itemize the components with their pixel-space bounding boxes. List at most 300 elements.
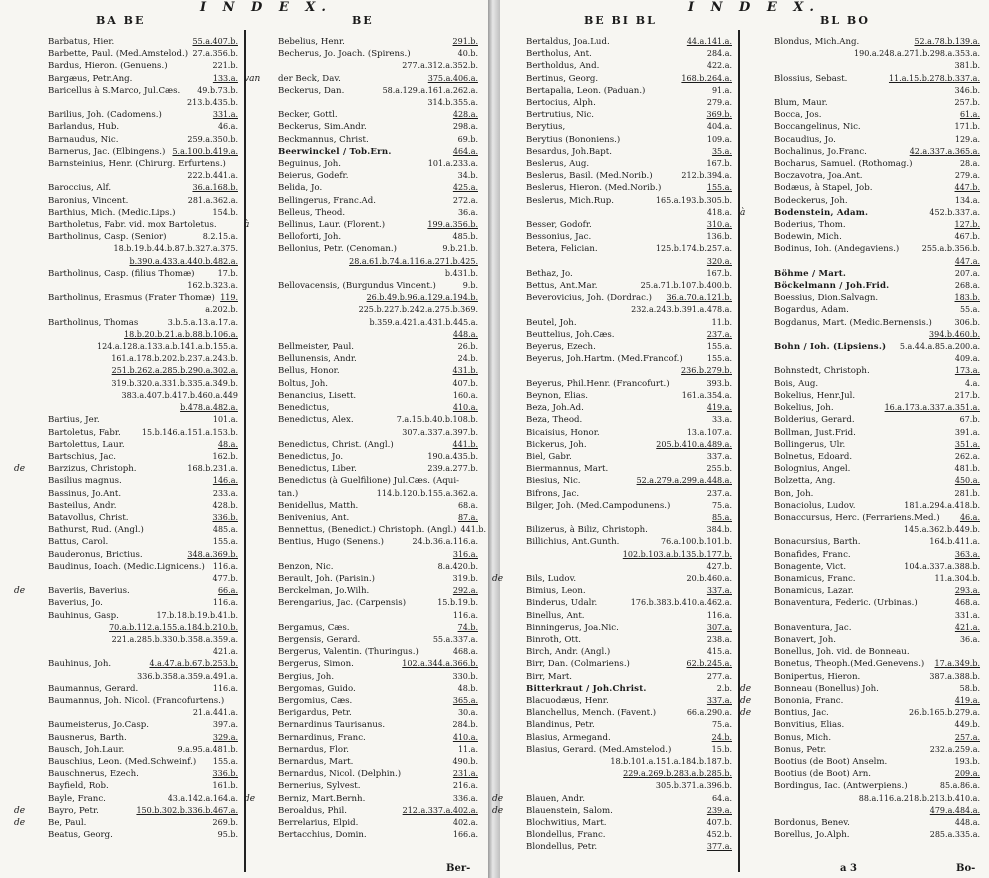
- entry-references: 9.b.21.b.: [442, 244, 478, 254]
- entry-references: 281.b.: [954, 488, 980, 498]
- index-entry: [526, 427, 732, 439]
- entry-name: Barbatus, Hier.: [48, 37, 115, 47]
- entry-name: Biermannus, Mart.: [526, 464, 609, 475]
- column-header: BE BI BL: [584, 14, 657, 27]
- index-entry: [278, 329, 478, 341]
- index-entry: [48, 97, 238, 109]
- entry-name: Belida, Jo.: [278, 183, 323, 194]
- index-entry: [48, 427, 238, 439]
- index-entry: [774, 573, 980, 585]
- index-entry: [526, 463, 732, 475]
- index-entry: [774, 463, 980, 475]
- index-entry: [48, 756, 238, 768]
- index-entry: [244, 73, 478, 85]
- index-entry: [48, 536, 238, 548]
- index-entry: [48, 695, 238, 707]
- index-entry: [774, 805, 980, 817]
- entry-name: Bonavert, Joh.: [774, 634, 836, 645]
- entry-references: 35.a.: [711, 146, 732, 156]
- entry-name: Barnaudus, Nic.: [48, 134, 119, 145]
- index-entry: [774, 622, 980, 634]
- index-entry: [278, 402, 478, 414]
- index-entry: [774, 317, 980, 329]
- entry-name: Bartoletus, Fabr.: [48, 427, 121, 438]
- index-entry: [774, 170, 980, 182]
- index-entry: [774, 109, 980, 121]
- entry-references: 18.b.19.b.44.b.87.b.327.a.375.: [113, 244, 238, 254]
- entry-references: 101.a.233.a.: [427, 159, 478, 169]
- entry-references: 58.a.129.a.161.a.262.a.: [382, 85, 478, 95]
- entry-references: 161.b.: [212, 781, 238, 791]
- index-entry: [48, 683, 238, 695]
- index-entry: [48, 439, 238, 451]
- entry-name: Berytius,: [526, 122, 566, 133]
- entry-name: Benedictus, Alex.: [278, 415, 354, 426]
- index-entry: [278, 195, 478, 207]
- index-entry: [278, 512, 478, 524]
- index-entry: [526, 695, 732, 707]
- entry-name: Bils, Ludov.: [526, 573, 577, 584]
- entry-name: Bocharus, Samuel. (Rothomag.): [774, 159, 913, 170]
- entry-references: 26.b.49.b.96.a.129.a.194.b.: [366, 293, 478, 303]
- index-entry: [526, 48, 732, 60]
- index-entry: [774, 402, 980, 414]
- entry-references: 91.a.: [711, 85, 732, 95]
- entry-references: 316.a.: [452, 549, 478, 559]
- entry-references: 259.a.350.b.: [187, 134, 238, 144]
- entry-name: Beckmannus, Christ.: [278, 134, 369, 145]
- entry-name: Blasius, Gerard. (Med.Amstelod.): [526, 744, 672, 755]
- index-entry: [278, 610, 478, 622]
- entry-references: b.478.a.482.a.: [180, 403, 238, 413]
- index-entry: [278, 475, 478, 487]
- index-entry: [48, 268, 238, 280]
- entry-references: 279.a.: [954, 171, 980, 181]
- index-entry: [774, 597, 980, 609]
- entry-references: 61.a.: [959, 110, 980, 120]
- index-entry: [278, 365, 478, 377]
- entry-name: Berigardus, Petr.: [278, 708, 352, 719]
- entry-name: Barnerus, Jac. (Elbingens.): [48, 146, 166, 157]
- index-entry: [774, 146, 980, 158]
- entry-references: a.202.b.: [205, 305, 238, 315]
- entry-references: 310.a.: [706, 220, 732, 230]
- index-entry: [48, 793, 238, 805]
- index-column: [492, 36, 732, 872]
- index-entry: [526, 353, 732, 365]
- entry-name: Bartholinus, Casp. (filius Thomæ): [48, 268, 195, 279]
- index-entry: [278, 390, 478, 402]
- index-entry: [526, 402, 732, 414]
- entry-references: 428.a.: [452, 110, 478, 120]
- entry-references: 18.b.101.a.151.a.184.b.187.b.: [610, 756, 732, 766]
- entry-references: 162.b.: [212, 451, 238, 461]
- entry-references: 161.a.178.b.202.b.237.a.243.b.: [111, 354, 238, 364]
- name-particle: de: [740, 695, 752, 706]
- entry-name: Baumannus, Gerard.: [48, 683, 139, 694]
- index-entry: [278, 549, 478, 561]
- entry-name: Bilger, Joh. (Med.Campodunens.): [526, 500, 671, 511]
- entry-name: Bolzetta, Ang.: [774, 476, 836, 487]
- entry-references: 447.b.: [954, 183, 980, 193]
- entry-name: Blanchellus, Mench. (Favent.): [526, 708, 657, 719]
- index-entry: [526, 207, 732, 219]
- index-entry: [48, 329, 238, 341]
- entry-references: 238.a.: [706, 634, 732, 644]
- entry-references: 181.a.294.a.418.b.: [904, 500, 980, 510]
- entry-name: Beslerus, Mich.Rup.: [526, 195, 615, 206]
- entry-references: 55.a.: [959, 305, 980, 315]
- index-entry: [278, 85, 478, 97]
- entry-references: 3.b.5.a.13.a.17.a.: [167, 317, 238, 327]
- entry-references: 447.a.: [954, 256, 980, 266]
- index-entry: [278, 622, 478, 634]
- index-entry: [48, 561, 238, 573]
- entry-references: 485.b.: [452, 232, 478, 242]
- entry-name: Bernerius, Sylvest.: [278, 781, 361, 792]
- entry-name: Bergerus, Valentin. (Thuringus.): [278, 647, 419, 658]
- entry-name: Bodenstein, Adam.: [774, 207, 869, 218]
- index-entry: [48, 292, 238, 304]
- entry-name: Bonneau (Bonellus) Joh.: [774, 683, 879, 694]
- index-entry: [774, 134, 980, 146]
- index-entry: [278, 256, 478, 268]
- entry-references: 16.a.173.a.337.a.351.a.: [884, 403, 980, 413]
- entry-name: Beerwinckel / Tob.Ern.: [278, 146, 392, 157]
- entry-references: 292.a.: [452, 586, 478, 596]
- entry-references: 168.b.231.a.: [187, 464, 238, 474]
- index-entry: [526, 707, 732, 719]
- entry-references: 268.a.: [954, 281, 980, 291]
- index-entry: [774, 268, 980, 280]
- entry-references: 431.b.: [452, 366, 478, 376]
- entry-references: 9.b.: [462, 281, 478, 291]
- entry-name: Basilius magnus.: [48, 476, 122, 487]
- entry-name: Bergomas, Guido.: [278, 683, 356, 694]
- entry-name: Bollman, Just.Frid.: [774, 427, 856, 438]
- index-entry: [48, 597, 238, 609]
- entry-references: 221.b.: [212, 61, 238, 71]
- index-entry: [278, 341, 478, 353]
- entry-name: Beyerus, Phil.Henr. (Francofurt.): [526, 378, 670, 389]
- column-divider: [244, 30, 246, 872]
- index-entry: [48, 549, 238, 561]
- entry-name: Beckerus, Dan.: [278, 85, 345, 96]
- entry-references: 129.a.: [954, 134, 980, 144]
- index-entry: [774, 658, 980, 670]
- entry-references: 58.b.: [959, 683, 980, 693]
- entry-references: 306.b.: [954, 317, 980, 327]
- entry-name: Bayle, Franc.: [48, 793, 106, 804]
- index-entry: [278, 170, 478, 182]
- entry-references: 75.a.: [711, 500, 732, 510]
- entry-name: Bergius, Joh.: [278, 671, 335, 682]
- entry-name: Bordonus, Benev.: [774, 818, 850, 828]
- index-entry: [244, 793, 478, 805]
- index-entry: [278, 97, 478, 109]
- index-entry: [278, 182, 478, 194]
- entry-name: Bononia, Franc.: [774, 695, 844, 706]
- entry-name: Bentius, Hugo (Senens.): [278, 537, 384, 548]
- index-entry: [526, 280, 732, 292]
- index-entry: [278, 817, 478, 829]
- index-entry: [48, 134, 238, 146]
- entry-references: 397.a.: [212, 720, 238, 730]
- entry-references: 336.b.: [212, 512, 238, 522]
- entry-references: 213.b.435.b.: [187, 98, 238, 108]
- index-entry: [526, 780, 732, 792]
- entry-name: Blossius, Sebast.: [774, 73, 848, 84]
- entry-references: 237.a.: [706, 488, 732, 498]
- entry-references: 381.b.: [954, 61, 980, 71]
- index-entry: [526, 768, 732, 780]
- name-particle: van: [244, 73, 261, 84]
- entry-references: 212.b.394.a.: [681, 171, 732, 181]
- index-entry: [774, 585, 980, 597]
- index-entry: [14, 585, 238, 597]
- name-particle: à: [740, 207, 746, 218]
- entry-references: 11.a.: [457, 744, 478, 754]
- index-entry: [278, 500, 478, 512]
- entry-name: Becherus, Jo. Joach. (Spirens.): [278, 49, 411, 60]
- index-entry: [526, 622, 732, 634]
- index-entry: [48, 317, 238, 329]
- entry-references: 66.a.290.a.: [686, 708, 732, 718]
- index-entry: [48, 488, 238, 500]
- entry-name: Baronius, Vincent.: [48, 195, 129, 206]
- signature-mark: a 3: [840, 863, 857, 874]
- index-entry: [774, 646, 980, 658]
- entry-references: 193.b.: [954, 756, 980, 766]
- entry-references: 76.a.100.b.101.b.: [661, 537, 732, 547]
- index-entry: [774, 756, 980, 768]
- entry-references: 116.a.: [212, 683, 238, 693]
- entry-name: Bon, Joh.: [774, 488, 814, 499]
- entry-name: Bonamicus, Franc.: [774, 573, 856, 584]
- index-entry: [48, 36, 238, 48]
- name-particle: de: [14, 818, 26, 828]
- entry-references: b.431.b.: [444, 268, 478, 278]
- index-entry: [774, 475, 980, 487]
- entry-references: 262.a.: [954, 451, 980, 461]
- index-entry: [526, 512, 732, 524]
- entry-name: Bodeckerus, Joh.: [774, 195, 848, 206]
- index-entry: [278, 317, 478, 329]
- index-entry: [14, 805, 238, 817]
- entry-references: 162.b.323.a.: [187, 281, 238, 291]
- entry-name: Bocca, Jos.: [774, 110, 822, 121]
- entry-references: 24.b.36.a.116.a.: [412, 537, 478, 547]
- index-entry: [774, 561, 980, 573]
- entry-references: 394.b.460.b.: [929, 329, 980, 339]
- entry-name: Bellunensis, Andr.: [278, 354, 357, 365]
- entry-name: Boessius, Dion.Salvagn.: [774, 293, 879, 304]
- entry-references: 136.b.: [706, 232, 732, 242]
- entry-references: 319.b.: [452, 573, 478, 583]
- name-particle: de: [14, 464, 26, 475]
- name-particle: de: [740, 708, 752, 719]
- entry-name: Bassinus, Jo.Ant.: [48, 488, 122, 499]
- index-entry: [278, 646, 478, 658]
- name-particle: de: [492, 805, 504, 816]
- entry-name: Borellus, Jo.Alph.: [774, 830, 850, 841]
- entry-name: Berckelman, Jo.Wilh.: [278, 586, 370, 597]
- index-entry: [278, 268, 478, 280]
- entry-name: Bauschius, Leon. (Med.Schweinf.): [48, 756, 197, 767]
- entry-name: Bonaventura, Federic. (Urbinas.): [774, 598, 918, 609]
- index-entry: [48, 512, 238, 524]
- index-entry: [526, 146, 732, 158]
- entry-references: 421.a.: [212, 647, 238, 657]
- entry-name: Bauderonus, Brictius.: [48, 549, 143, 560]
- entry-references: 28.a.61.b.74.a.116.a.271.b.425.: [349, 256, 478, 266]
- name-particle: de: [492, 573, 504, 584]
- entry-references: 337.a.: [706, 586, 732, 596]
- entry-references: 11.b.: [711, 317, 732, 327]
- index-entry: [526, 219, 732, 231]
- entry-references: 24.b.: [457, 354, 478, 364]
- entry-name: Bootius (de Boot) Anselm.: [774, 756, 888, 767]
- index-entry: [526, 85, 732, 97]
- entry-references: 88.a.116.a.218.b.213.b.410.a.: [858, 793, 980, 803]
- index-entry: [774, 524, 980, 536]
- index-entry: [48, 365, 238, 377]
- entry-references: 55.a.337.a.: [432, 634, 478, 644]
- index-entry: [48, 524, 238, 536]
- entry-name: Bellingerus, Franc.Ad.: [278, 195, 376, 206]
- entry-references: 52.a.78.b.139.a.: [914, 37, 980, 46]
- index-entry: [526, 36, 732, 48]
- entry-references: 409.a.: [954, 354, 980, 364]
- entry-references: 427.b.: [706, 561, 732, 571]
- entry-name: Bonafides, Franc.: [774, 549, 851, 560]
- entry-name: Becker, Gottl.: [278, 110, 338, 121]
- entry-name: Binellus, Ant.: [526, 610, 585, 621]
- entry-references: 336.b.: [212, 769, 238, 779]
- entry-references: 410.a.: [452, 732, 478, 742]
- entry-name: Bausnerus, Barth.: [48, 732, 127, 743]
- entry-name: Bocaudius, Jo.: [774, 134, 836, 145]
- index-entry: [278, 243, 478, 255]
- entry-name: Blondellus, Petr.: [526, 842, 598, 853]
- index-entry: [48, 304, 238, 316]
- index-entry: [48, 60, 238, 72]
- entry-name: Bartholinus, Erasmus (Frater Thomæ): [48, 293, 215, 304]
- entry-references: 217.b.: [954, 390, 980, 400]
- index-entry: [774, 378, 980, 390]
- index-entry: [278, 60, 478, 72]
- entry-references: 8.2.15.a.: [202, 232, 238, 242]
- index-entry: [774, 195, 980, 207]
- entry-name: Bimius, Leon.: [526, 586, 586, 597]
- index-entry: [278, 597, 478, 609]
- entry-name: Blondus, Mich.Ang.: [774, 37, 860, 47]
- index-entry: [526, 134, 732, 146]
- index-entry: [740, 683, 980, 695]
- entry-references: 119.: [220, 293, 238, 303]
- index-entry: [526, 658, 732, 670]
- entry-name: tan.): [278, 488, 299, 499]
- index-entry: [774, 780, 980, 792]
- index-entry: [278, 634, 478, 646]
- entry-name: Binningerus, Joa.Nic.: [526, 622, 619, 633]
- entry-references: 36.a.: [457, 207, 478, 217]
- index-entry: [526, 524, 732, 536]
- index-entry: [492, 805, 732, 817]
- entry-references: 34.b.: [457, 171, 478, 181]
- entry-name: Birch, Andr. (Angl.): [526, 647, 611, 658]
- entry-references: 114.b.120.b.155.a.362.a.: [376, 488, 478, 498]
- entry-references: 154.b.: [212, 207, 238, 217]
- entry-references: 168.b.264.a.: [681, 73, 732, 83]
- entry-references: 190.a.248.a.271.b.298.a.353.a.: [854, 49, 980, 59]
- entry-references: 183.b.: [954, 293, 980, 303]
- entry-name: Bauhinus, Gasp.: [48, 610, 119, 621]
- entry-name: Blondellus, Franc.: [526, 830, 606, 841]
- index-entry: [14, 817, 238, 829]
- entry-references: 150.b.302.b.336.b.467.a.: [136, 805, 238, 815]
- index-entry: [14, 463, 238, 475]
- index-entry: [526, 73, 732, 85]
- entry-references: 293.a.: [954, 586, 980, 596]
- entry-name: Batavollus, Christ.: [48, 512, 129, 523]
- index-entry: [278, 744, 478, 756]
- entry-references: 155.a.: [212, 537, 238, 547]
- entry-references: 233.a.: [212, 488, 238, 498]
- entry-references: 69.b.: [457, 134, 478, 144]
- index-entry: [278, 414, 478, 426]
- index-entry: [278, 829, 478, 841]
- entry-name: Barbette, Paul. (Med.Amstelod.): [48, 49, 189, 60]
- index-entry: [526, 475, 732, 487]
- entry-references: 285.a.335.a.: [929, 830, 980, 840]
- entry-name: Bifrons, Jac.: [526, 488, 580, 499]
- index-entry: [774, 744, 980, 756]
- entry-name: Barilius, Joh. (Cadomens.): [48, 110, 162, 121]
- entry-name: Beuttelius, Joh.Cæs.: [526, 329, 615, 340]
- index-entry: [526, 732, 732, 744]
- index-entry: [774, 671, 980, 683]
- index-entry: [278, 158, 478, 170]
- entry-name: Bartholinus, Casp. (Senior): [48, 232, 167, 243]
- entry-name: Baumannus, Joh. Nicol. (Francofurtens.): [48, 695, 225, 706]
- entry-name: Beslerus, Basil. (Med.Norib.): [526, 171, 653, 182]
- index-entry: [526, 646, 732, 658]
- entry-references: 383.a.407.b.417.b.460.a.449: [121, 390, 238, 400]
- entry-references: 28.a.: [959, 159, 980, 169]
- entry-references: 42.a.337.a.365.a.: [909, 146, 980, 156]
- index-entry: [48, 610, 238, 622]
- entry-name: Baverius, Jo.: [48, 598, 103, 609]
- entry-name: Betera, Felician.: [526, 244, 598, 255]
- index-entry: [48, 207, 238, 219]
- entry-name: Birr, Mart.: [526, 671, 573, 682]
- entry-name: Bellinus, Laur. (Florent.): [278, 220, 386, 231]
- entry-name: Bauschnerus, Ezech.: [48, 769, 139, 780]
- name-particle: de: [14, 805, 26, 816]
- entry-references: 232.a.243.b.391.a.478.a.: [631, 305, 732, 315]
- index-entry: [526, 390, 732, 402]
- entry-references: 481.b.: [954, 464, 980, 474]
- index-entry: [278, 695, 478, 707]
- entry-references: 221.a.285.b.330.b.358.a.359.a.: [111, 634, 238, 644]
- entry-references: 46.a.: [217, 122, 238, 132]
- index-entry: [278, 134, 478, 146]
- entry-references: 15.b.146.a.151.a.153.b.: [141, 427, 238, 437]
- entry-references: 314.b.355.a.: [427, 98, 478, 108]
- entry-references: 255.a.b.356.b.: [921, 244, 980, 254]
- entry-references: 225.b.227.b.242.a.275.b.369.: [358, 305, 478, 315]
